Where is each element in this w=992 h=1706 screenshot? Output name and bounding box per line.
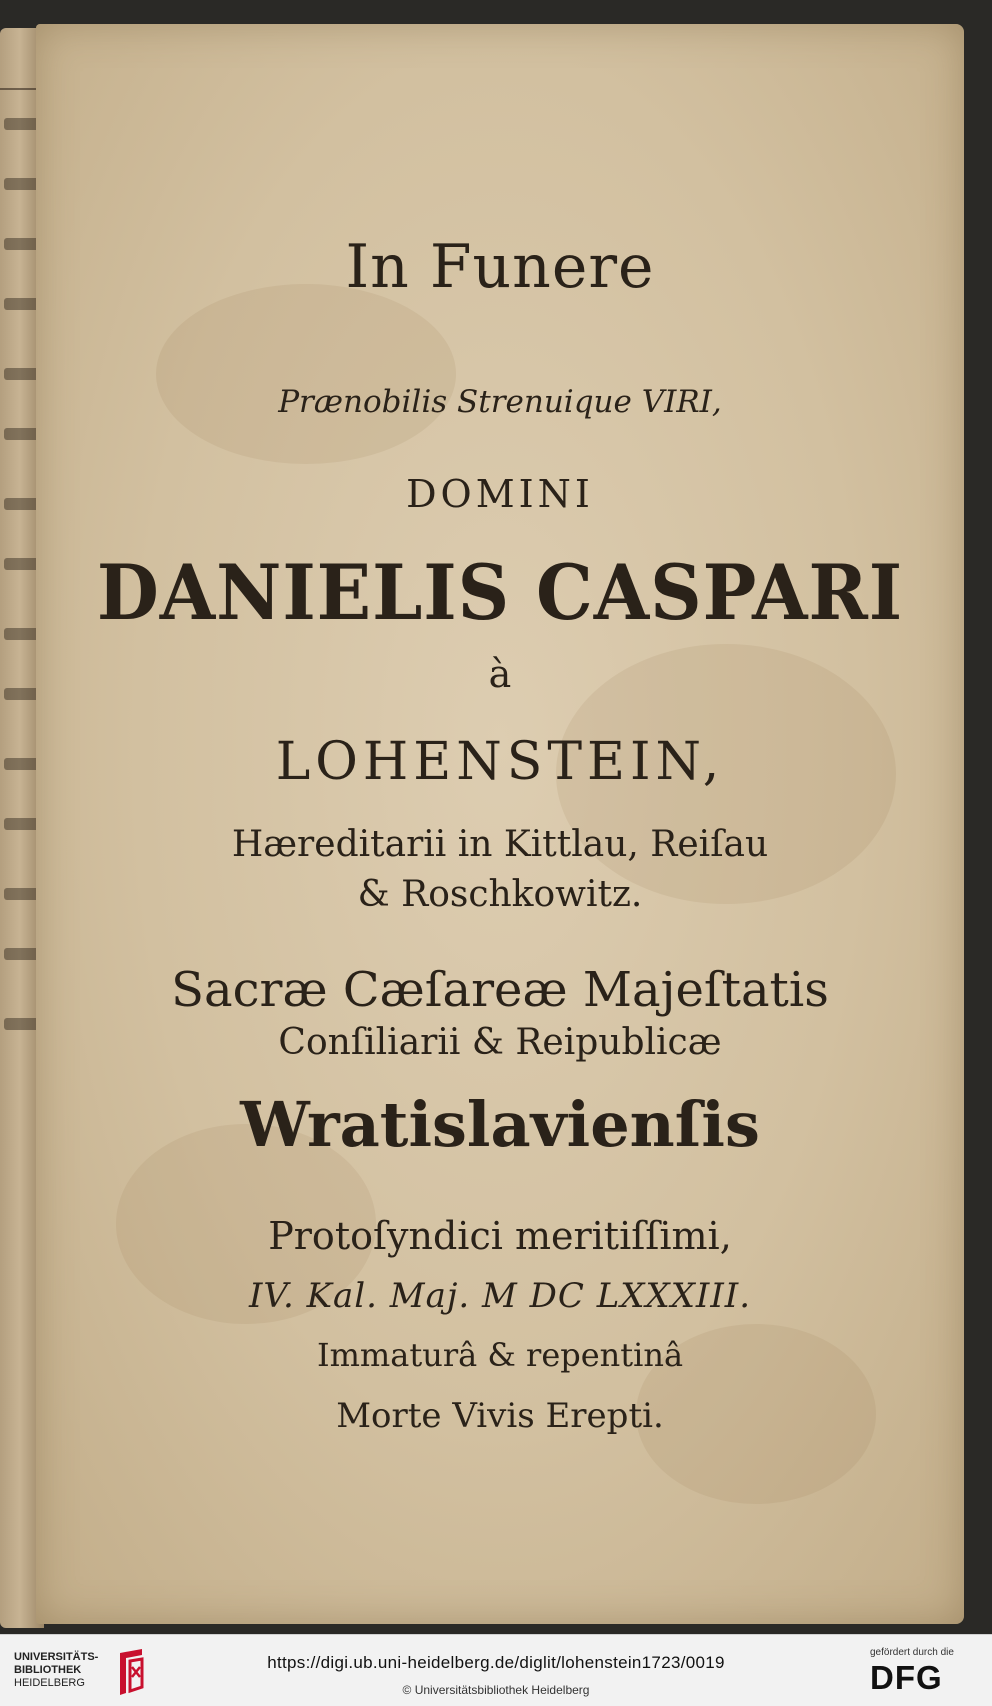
heading-in-funere: In Funere (345, 232, 655, 302)
line-sacrae-caesareae: Sacræ Cæſareæ Majeſtatis (171, 962, 829, 1018)
line-date: IV. Kal. Maj. M DC LXXXIII. (248, 1276, 752, 1316)
title-domini: DOMINI (406, 472, 594, 516)
viewer-footer (0, 1634, 992, 1706)
library-name-line1: UNIVERSITÄTS- (14, 1651, 99, 1663)
name-danielis-caspari: DANIELIS CASPARI (96, 548, 904, 637)
dfg-logo: DFG (870, 1659, 943, 1696)
library-name-line2: BIBLIOTHEK (14, 1664, 82, 1676)
sponsor-text: gefördert durch die (870, 1647, 954, 1658)
name-lohenstein: LOHENSTEIN, (275, 732, 725, 792)
line-consiliarii: Conſiliarii & Reipublicæ (278, 1022, 722, 1063)
line-roschkowitz: & Roschkowitz. (357, 874, 643, 915)
line-haereditarii: Hæreditarii in Kittlau, Reiſau (231, 824, 769, 865)
line-protosyndici: Protoſyndici meritiſſimi, (268, 1214, 732, 1258)
copyright-notice: © Universitätsbibliothek Heidelberg (402, 1683, 590, 1697)
line-immatura: Immaturâ & repentinâ (316, 1336, 684, 1374)
line-morte-vivis: Morte Vivis Erepti. (336, 1396, 664, 1436)
title-page (36, 24, 964, 1624)
preposition-a: à (488, 652, 512, 696)
library-name-line3: HEIDELBERG (14, 1677, 85, 1689)
permalink-url[interactable]: https://digi.ub.uni-heidelberg.de/diglit/lohenstein1723/0019 (267, 1653, 725, 1672)
subtitle-praenobilis: Prænobilis Strenuique VIRI, (278, 384, 722, 420)
dfg-sponsor[interactable] (870, 1647, 970, 1699)
line-wratislaviensis: Wratislavienſis (240, 1088, 760, 1161)
